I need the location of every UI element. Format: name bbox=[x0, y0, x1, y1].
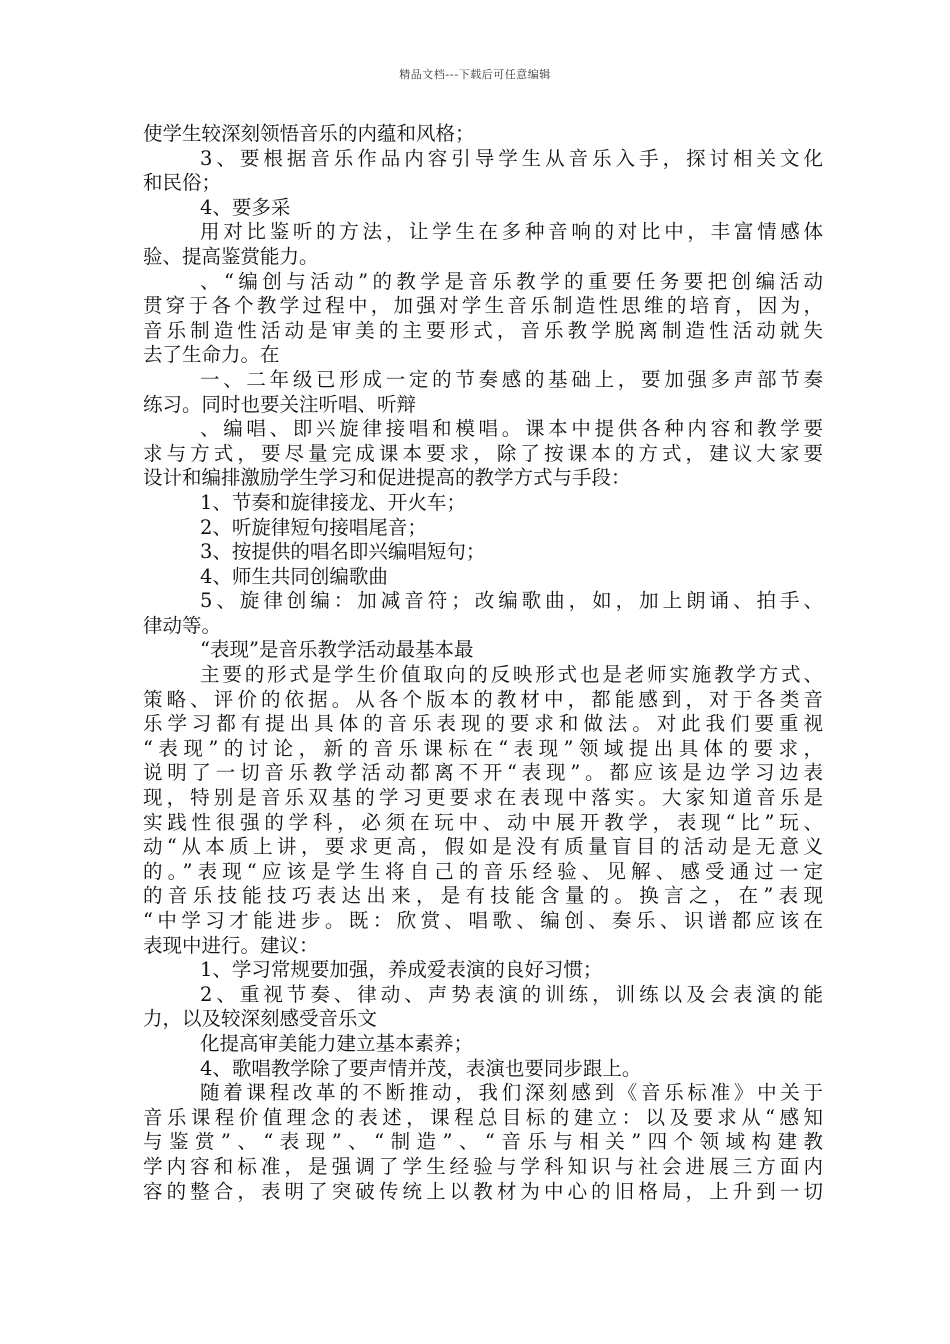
text-line: “中学习才能进步。既：欣赏、唱歌、编创、奏乐、识谱都应该在 bbox=[143, 909, 823, 932]
text-line: 5、旋律创编：加减音符；改编歌曲，如，加上朗诵、拍手、 bbox=[200, 589, 823, 613]
text-line: 2、听旋律短句接唱尾音； bbox=[200, 515, 427, 539]
text-line: 、编唱、即兴旋律接唱和模唱。课本中提供各种内容和教学要 bbox=[200, 417, 823, 441]
text-line: 求与方式，要尽量完成课本要求，除了按课本的方式，建议大家要 bbox=[143, 441, 823, 465]
text-line: 4、师生共同创编歌曲 bbox=[200, 564, 388, 588]
text-line: 的。”表现“应该是学生将自己的音乐经验、见解、感受通过一定 bbox=[143, 859, 823, 883]
text-line: 化提高审美能力建立基本素养； bbox=[200, 1031, 474, 1055]
text-line: 验、提高鉴赏能力。 bbox=[143, 244, 319, 268]
text-line: 律动等。 bbox=[143, 613, 222, 637]
text-line: 、“编创与活动”的教学是音乐教学的重要任务要把创编活动 bbox=[200, 269, 823, 293]
text-line: 表现中进行。建议： bbox=[143, 933, 319, 957]
text-line: 主要的形式是学生价值取向的反映形式也是老师实施教学方式、 bbox=[200, 663, 823, 687]
text-line: 1、节奏和旋律接龙、开火车； bbox=[200, 490, 466, 514]
text-line: 现，特别是音乐双基的学习更要求在表现中落实。大家知道音乐是 bbox=[143, 786, 823, 810]
text-line: 一、二年级已形成一定的节奏感的基础上，要加强多声部节奏 bbox=[200, 367, 823, 391]
page-header: 精品文档---下载后可任意编辑 bbox=[399, 68, 551, 81]
document-body bbox=[143, 122, 823, 1204]
text-line: 贯穿于各个教学过程中，加强对学生音乐制造性思维的培育，因为， bbox=[143, 294, 823, 318]
text-line: 4、歌唱教学除了要声情并茂，表演也要同步跟上。 bbox=[200, 1056, 642, 1080]
text-line: 1、学习常规要加强，养成爱表演的良好习惯； bbox=[200, 958, 603, 982]
text-line: 2、重视节奏、律动、声势表演的训练，训练以及会表演的能 bbox=[200, 982, 823, 1006]
text-line: 随着课程改革的不断推动，我们深刻感到《音乐标准》中关于 bbox=[200, 1081, 823, 1105]
text-line: 策略、评价的依据。从各个版本的教材中，都能感到，对于各类音 bbox=[143, 687, 823, 711]
text-line: 去了生命力。在 bbox=[143, 343, 280, 367]
text-line: 实践性很强的学科，必须在玩中、动中展开教学，表现“比”玩、 bbox=[143, 810, 823, 834]
text-line: 3、要根据音乐作品内容引导学生从音乐入手，探讨相关文化 bbox=[200, 146, 823, 170]
text-line: 用对比鉴听的方法，让学生在多种音响的对比中，丰富情感体 bbox=[200, 220, 823, 244]
text-line: 与鉴赏”、“表现”、“制造”、“音乐与相关”四个领域构建教 bbox=[143, 1130, 823, 1154]
text-line: 力，以及较深刻感受音乐文 bbox=[143, 1007, 378, 1031]
text-line: 的音乐技能技巧表达出来，是有技能含量的。换言之，在”表现 bbox=[143, 884, 823, 908]
text-line: 和民俗； bbox=[143, 171, 222, 195]
text-line: “表现”的讨论，新的音乐课标在“表现”领域提出具体的要求， bbox=[143, 736, 823, 760]
text-line: 音乐课程价值理念的表述，课程总目标的建立：以及要求从“感知 bbox=[143, 1105, 823, 1129]
text-line: 使学生较深刻领悟音乐的内蕴和风格； bbox=[143, 122, 475, 145]
text-line: 乐学习都有提出具体的音乐表现的要求和做法。对此我们要重视 bbox=[143, 712, 823, 736]
text-line: 动“从本质上讲，要求更高，假如是没有质量盲目的活动是无意义 bbox=[143, 835, 823, 859]
text-line: 设计和编排激励学生学习和促进提高的教学方式与手段： bbox=[143, 466, 631, 490]
text-line: 3、按提供的唱名即兴编唱短句； bbox=[200, 540, 486, 564]
text-line: 说明了一切音乐教学活动都离不开“表现”。都应该是边学习边表 bbox=[143, 761, 823, 785]
text-line: “表现”是音乐教学活动最基本最 bbox=[200, 638, 474, 662]
text-line: 容的整合，表明了突破传统上以教材为中心的旧格局，上升到一切 bbox=[143, 1179, 823, 1203]
text-line: 练习。同时也要关注听唱、听辩 bbox=[143, 392, 417, 416]
text-line: 4、要多采 bbox=[200, 195, 291, 219]
text-line: 音乐制造性活动是审美的主要形式，音乐教学脱离制造性活动就失 bbox=[143, 318, 823, 342]
text-line: 学内容和标准，是强调了学生经验与学科知识与社会进展三方面内 bbox=[143, 1154, 823, 1178]
